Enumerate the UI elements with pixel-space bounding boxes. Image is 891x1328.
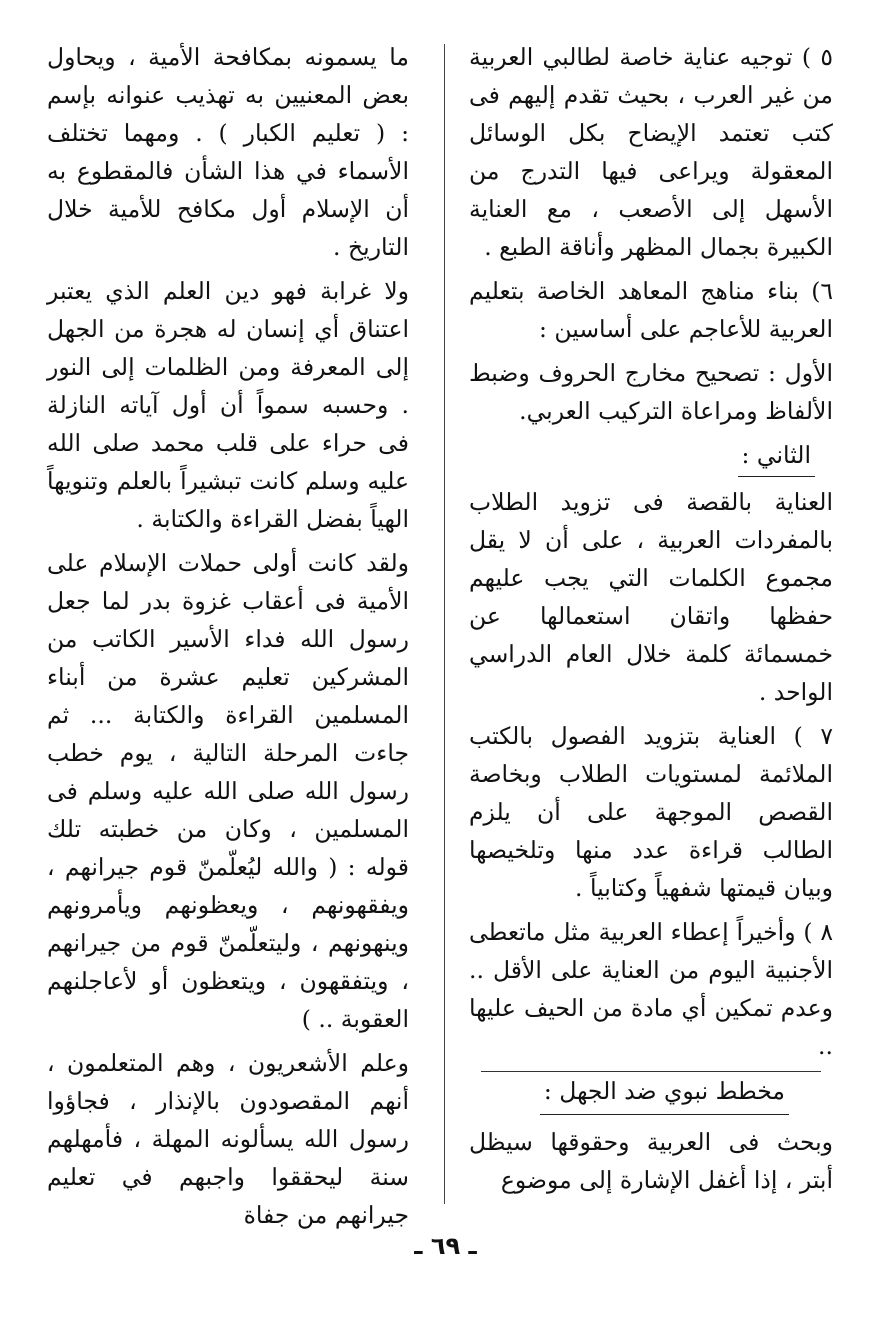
section-intro-paragraph: وبحث فى العربية وحقوقها سيظل أبتر ، إذا أغفل الإشارة إلى موضوع xyxy=(469,1128,833,1194)
religion-of-knowledge-paragraph: ولا غرابة فهو دين العلم الذي يعتبر اعتناق أي إنسان له هجرة من الجهل إلى المعرفة ومن الظلمات إلى النور . وحسبه سمواً أن أول آياته النازلة فى حراء على قلب محمد صلى الله عليه وسلم كانت تبشيراً بالعلم وتنويهاً الهياً بفضل القراءة والكتابة . xyxy=(47,277,409,533)
first-campaign-paragraph: ولقد كانت أولى حملات الإسلام على الأمية فى أعقاب غزوة بدر لما جعل رسول الله فداء الأسير الكاتب من المشركين تعليم عشرة من أبناء المسلمين القراءة والكتابة ... ثم جاءت المرحلة التالية ، يوم خطب رسول الله صلى الله عليه وسلم فى المسلمين ، وكان من خطبته تلك قوله : ( والله ليُعلّمنّ قوم جيرانهم ، ويفقهونهم ، ويعظونهم ويأمرونهم وينهونهم ، وليتعلّمنّ قوم من جيرانهم ، ويتفقهون ، ويتعظون أو لأعاجلنهم العقوبة .. ) xyxy=(47,549,409,1033)
second-basis-label: الثاني : xyxy=(738,436,815,477)
item-7-paragraph: ٧ ) العناية بتزويد الفصول بالكتب الملائمة لمستويات الطلاب وبخاصة القصص الموجهة على أن يلزم الطالب قراءة عدد منها وتلخيصها وبيان قيمتها شفهياً وكتابياً . xyxy=(469,722,833,902)
first-basis-paragraph: الأول : تصحيح مخارج الحروف وضبط الألفاظ ومراعاة التركيب العربي. xyxy=(469,359,833,425)
item-6-paragraph: ٦) بناء مناهج المعاهد الخاصة بتعليم العربية للأعاجم على أساسين : xyxy=(469,277,833,343)
second-basis-label-wrap xyxy=(469,436,833,477)
item-8-paragraph: ٨ ) وأخيراً إعطاء العربية مثل ماتعطى الأجنبية اليوم من العناية على الأقل .. وعدم تمكين أي مادة من الحيف عليها .. xyxy=(469,918,833,1060)
second-basis-paragraph: العناية بالقصة فى تزويد الطلاب بالمفردات العربية ، على أن لا يقل مجموع الكلمات التي يجب عليهم حفظها واتقان استعمالها عن خمسمائة كلمة خلال العام الدراسي الواحد . xyxy=(469,488,833,706)
column-divider xyxy=(444,44,445,1204)
right-column xyxy=(469,38,833,1205)
page-number: ـ ٦٩ ـ xyxy=(414,1232,477,1260)
literacy-paragraph: ما يسمونه بمكافحة الأمية ، ويحاول بعض المعنيين به تهذيب عنوانه بإسم : ( تعليم الكبار ) . ومهما تختلف الأسماء في هذا الشأن فالمقطوع به أن الإسلام أول مكافح للأمية خلال التاريخ . xyxy=(47,43,409,261)
section-heading-wrap xyxy=(469,1072,833,1117)
section-heading: مخطط نبوي ضد الجهل : xyxy=(540,1072,789,1115)
left-column xyxy=(47,38,409,1240)
ashari-paragraph: وعلم الأشعريون ، وهم المتعلمون ، أنهم المقصودون بالإنذار ، فجاؤوا رسول الله يسألونه المهلة ، فأمهلهم سنة ليحققوا واجبهم في تعليم جيرانهم من جفاة xyxy=(47,1049,409,1229)
item-5-paragraph: ٥ ) توجيه عناية خاصة لطالبي العربية من غير العرب ، بحيث تقدم إليهم فى كتب تعتمد الإيضاح بكل الوسائل المعقولة ويراعى فيها التدرج من الأسهل إلى الأصعب ، مع العناية الكبيرة بجمال المظهر وأناقة الطبع . xyxy=(469,43,833,261)
